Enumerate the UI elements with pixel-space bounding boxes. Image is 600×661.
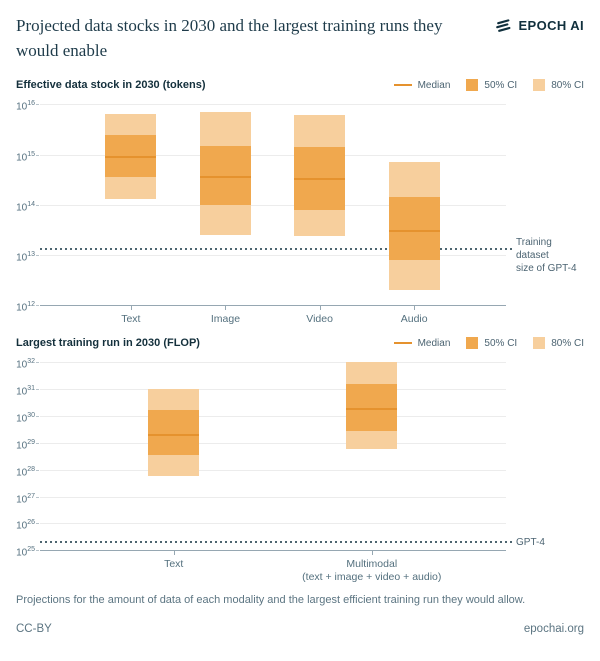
ci50-swatch (466, 337, 478, 349)
median-line-audio (389, 230, 440, 232)
license-label: CC-BY (16, 623, 52, 636)
gridline-1e25 (40, 550, 506, 551)
gridline-1e27 (40, 497, 506, 498)
x-axis-label-audio: Audio (400, 313, 428, 326)
x-tick-multimodal (372, 550, 373, 555)
legend-item-50ci (466, 79, 517, 91)
y-axis-label-1e14: $10^{14}$ (16, 200, 35, 214)
gridline-1e28 (40, 470, 506, 471)
y-axis-label-1e13: $10^{13}$ (16, 251, 35, 264)
ci50-band-audio (389, 197, 440, 259)
y-axis-label-1e26: $10^{26}$ (16, 519, 35, 532)
x-axis-label-text: Text (121, 313, 141, 326)
chart-section-training-run (16, 335, 584, 584)
legend-item-50ci (466, 337, 517, 349)
y-axis-label-1e30: $10^{30}$ (16, 411, 35, 425)
x-tick-text (174, 550, 175, 555)
y-tick-1e16 (36, 104, 39, 105)
ci50-band-text (148, 410, 199, 455)
legend-label: 50% CI (484, 337, 518, 349)
ci50-swatch (466, 79, 478, 91)
legend-label: Median (417, 79, 451, 91)
data-stock-plot (16, 100, 584, 326)
x-tick-text (131, 305, 132, 310)
gridline-1e29 (40, 443, 506, 444)
x-axis-label-multimodal: Multimodal (text + image + video + audio) (302, 558, 442, 584)
page-title: Projected data stocks in 2030 and the largest training runs they would enable (16, 16, 443, 60)
y-tick-1e14 (36, 205, 39, 206)
reference-line-label: GPT-4 (516, 536, 545, 548)
chart1-subtitle-row (16, 77, 584, 93)
legend-label: Median (417, 337, 451, 349)
legend-label: 80% CI (551, 79, 584, 91)
median-line-image (200, 176, 251, 178)
y-axis-label-1e25: $10^{25}$ (16, 546, 35, 559)
epoch-logo-text: EPOCH AI (518, 18, 584, 33)
legend-label: 50% CI (484, 79, 518, 91)
gridline-1e32 (40, 362, 506, 363)
chart1-legend (394, 79, 584, 91)
y-tick-1e27 (36, 497, 39, 498)
median-line-text (105, 156, 156, 158)
y-axis-label-1e31: $10^{31}$ (16, 385, 35, 398)
median-line-swatch (394, 342, 412, 344)
median-line-video (294, 178, 345, 180)
y-axis-label-1e28: $10^{28}$ (16, 465, 35, 479)
epoch-logo-icon (495, 17, 512, 34)
ci80-swatch (533, 79, 545, 91)
y-tick-1e32 (36, 362, 39, 363)
header (16, 14, 584, 63)
x-axis-label-video: Video (306, 313, 333, 326)
gridline-1e16 (40, 104, 506, 105)
ci80-swatch (533, 337, 545, 349)
y-axis-label-1e27: $10^{27}$ (16, 492, 35, 505)
gridline-1e31 (40, 389, 506, 390)
x-tick-video (320, 305, 321, 310)
median-line-multimodal (346, 408, 397, 410)
chart2-subtitle-row (16, 335, 584, 351)
reference-line (40, 541, 512, 543)
y-axis-label-1e32: $10^{32}$ (16, 358, 35, 371)
y-tick-1e25 (36, 550, 39, 551)
gridline-1e30 (40, 416, 506, 417)
chart2-legend (394, 337, 584, 349)
y-tick-1e12 (36, 305, 39, 306)
y-tick-1e28 (36, 470, 39, 471)
legend-item-80ci (533, 337, 584, 349)
x-tick-audio (414, 305, 415, 310)
gridline-1e12 (40, 305, 506, 306)
ci50-band-image (200, 146, 251, 205)
y-axis-label-1e29: $10^{29}$ (16, 438, 35, 452)
y-axis-label-1e16: $10^{16}$ (16, 100, 35, 113)
epoch-ai-logo (495, 17, 584, 34)
legend-item-80ci (533, 79, 584, 91)
legend-item-median (394, 80, 451, 91)
x-axis-label-text: Text (164, 558, 184, 571)
chart-section-data-stock (16, 77, 584, 326)
y-tick-1e26 (36, 523, 39, 524)
y-tick-1e13 (36, 255, 39, 256)
x-tick-image (225, 305, 226, 310)
footer (16, 623, 584, 635)
median-line-swatch (394, 84, 412, 86)
y-axis-label-1e15: $10^{15}$ (16, 150, 35, 163)
reference-line (40, 248, 512, 250)
gridline-1e26 (40, 523, 506, 524)
chart-caption: Projections for the amount of data of each modality and the largest efficient training run they would allow. (16, 594, 526, 607)
y-tick-1e15 (36, 155, 39, 156)
legend-label: 80% CI (551, 337, 584, 349)
site-link[interactable]: epochai.org (523, 623, 584, 636)
y-tick-1e31 (36, 389, 39, 390)
y-tick-1e30 (36, 416, 39, 417)
y-tick-1e29 (36, 443, 39, 444)
y-axis-label-1e12: $10^{12}$ (16, 301, 35, 314)
x-axis-label-image: Image (210, 313, 241, 326)
training-run-plot (16, 358, 584, 584)
chart2-title: Largest training run in 2030 (FLOP) (16, 337, 200, 350)
legend-item-median (394, 338, 451, 349)
chart1-title: Effective data stock in 2030 (tokens) (16, 79, 206, 92)
reference-line-label: Training dataset size of GPT-4 (516, 237, 577, 275)
median-line-text (148, 434, 199, 436)
